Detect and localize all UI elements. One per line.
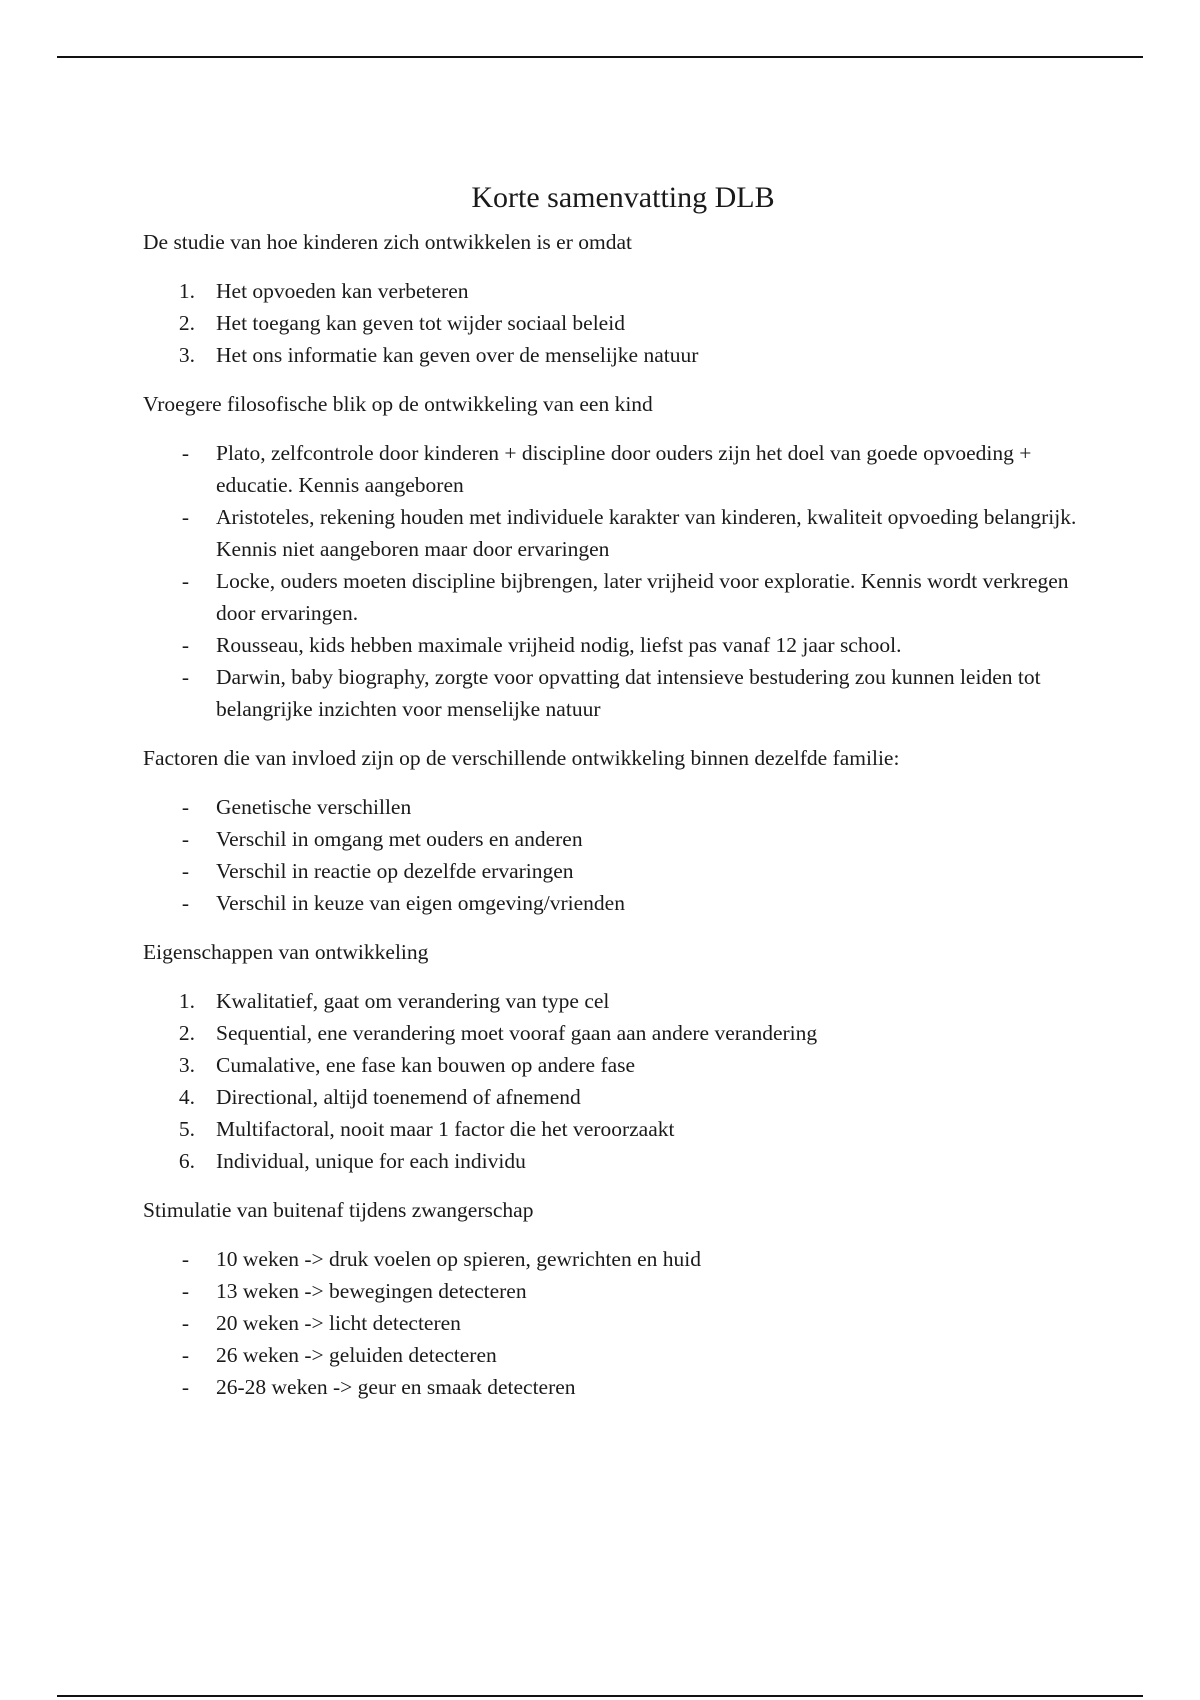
dash-marker: -: [181, 1343, 189, 1367]
list-number: 2.: [178, 1021, 195, 1045]
ordered-list: [143, 275, 1103, 371]
section-intro: Factoren die van invloed zijn op de verschillende ontwikkeling binnen dezelfde familie:: [143, 746, 900, 770]
list-item: - 10 weken -> druk voelen op spieren, gewrichten en huid: [143, 1243, 1103, 1275]
list-item: - 26-28 weken -> geur en smaak detecteren: [143, 1371, 1103, 1403]
list-number: 2.: [178, 311, 195, 335]
dash-marker: -: [181, 795, 189, 819]
dash-marker: -: [181, 441, 189, 465]
list-number: 5.: [178, 1117, 195, 1141]
list-item: 1. Het opvoeden kan verbeteren: [143, 275, 1103, 307]
list-item: - Rousseau, kids hebben maximale vrijheid nodig, liefst pas vanaf 12 jaar school.: [143, 629, 1103, 661]
list-item: 2. Sequential, ene verandering moet vooraf gaan aan andere verandering: [143, 1017, 1103, 1049]
list-item: 3. Het ons informatie kan geven over de menselijke natuur: [143, 339, 1103, 371]
list-item: - Verschil in omgang met ouders en anderen: [143, 823, 1103, 855]
list-item: - 26 weken -> geluiden detecteren: [143, 1339, 1103, 1371]
document-title: Korte samenvatting DLB: [471, 181, 775, 214]
list-number: 4.: [178, 1085, 195, 1109]
dash-marker: -: [181, 1247, 189, 1271]
section-intro: Eigenschappen van ontwikkeling: [143, 940, 429, 964]
list-number: 3.: [178, 343, 195, 367]
dash-marker: -: [181, 633, 189, 657]
dash-marker: -: [181, 1311, 189, 1335]
list-item: - Plato, zelfcontrole door kinderen + discipline door ouders zijn het doel van goede opvoeding + educatie. Kennis aangeboren: [143, 437, 1103, 501]
list-item: 5. Multifactoral, nooit maar 1 factor die het veroorzaakt: [143, 1113, 1103, 1145]
list-number: 1.: [178, 989, 195, 1013]
dash-marker: -: [181, 891, 189, 915]
list-item: - Darwin, baby biography, zorgte voor opvatting dat intensieve bestudering zou kunnen leiden tot belangrijke inzichten voor menselijke natuur: [143, 661, 1103, 725]
header-rule: [57, 56, 1143, 58]
dash-marker: -: [181, 827, 189, 851]
list-item: - Verschil in keuze van eigen omgeving/vrienden: [143, 887, 1103, 919]
list-item: - Aristoteles, rekening houden met individuele karakter van kinderen, kwaliteit opvoeding belangrijk. Kennis niet aangeboren maar door ervaringen: [143, 501, 1103, 565]
section-intro: Vroegere filosofische blik op de ontwikkeling van een kind: [143, 392, 653, 416]
dash-marker: -: [181, 665, 189, 689]
section-intro: Stimulatie van buitenaf tijdens zwangerschap: [143, 1198, 534, 1222]
list-item: - 13 weken -> bewegingen detecteren: [143, 1275, 1103, 1307]
list-number: 6.: [178, 1149, 195, 1173]
list-number: 1.: [178, 279, 195, 303]
footer-rule: [57, 1695, 1143, 1697]
list-item: - 20 weken -> licht detecteren: [143, 1307, 1103, 1339]
section-intro: De studie van hoe kinderen zich ontwikkelen is er omdat: [143, 230, 632, 254]
dash-marker: -: [181, 1279, 189, 1303]
list-item: 4. Directional, altijd toenemend of afnemend: [143, 1081, 1103, 1113]
dash-marker: -: [181, 505, 189, 529]
list-number: 3.: [178, 1053, 195, 1077]
list-item: - Genetische verschillen: [143, 791, 1103, 823]
dash-marker: -: [181, 569, 189, 593]
list-item: 2. Het toegang kan geven tot wijder sociaal beleid: [143, 307, 1103, 339]
list-item: - Verschil in reactie op dezelfde ervaringen: [143, 855, 1103, 887]
dash-list: [143, 791, 1103, 919]
list-item: 6. Individual, unique for each individu: [143, 1145, 1103, 1177]
list-item: - Locke, ouders moeten discipline bijbrengen, later vrijheid voor exploratie. Kennis wordt verkregen door ervaringen.: [143, 565, 1103, 629]
list-item: 3. Cumalative, ene fase kan bouwen op andere fase: [143, 1049, 1103, 1081]
document-body: [143, 178, 1103, 1420]
dash-list: [143, 437, 1103, 725]
ordered-list: [143, 985, 1103, 1177]
list-item: 1. Kwalitatief, gaat om verandering van type cel: [143, 985, 1103, 1017]
dash-list: [143, 1243, 1103, 1403]
dash-marker: -: [181, 1375, 189, 1399]
dash-marker: -: [181, 859, 189, 883]
